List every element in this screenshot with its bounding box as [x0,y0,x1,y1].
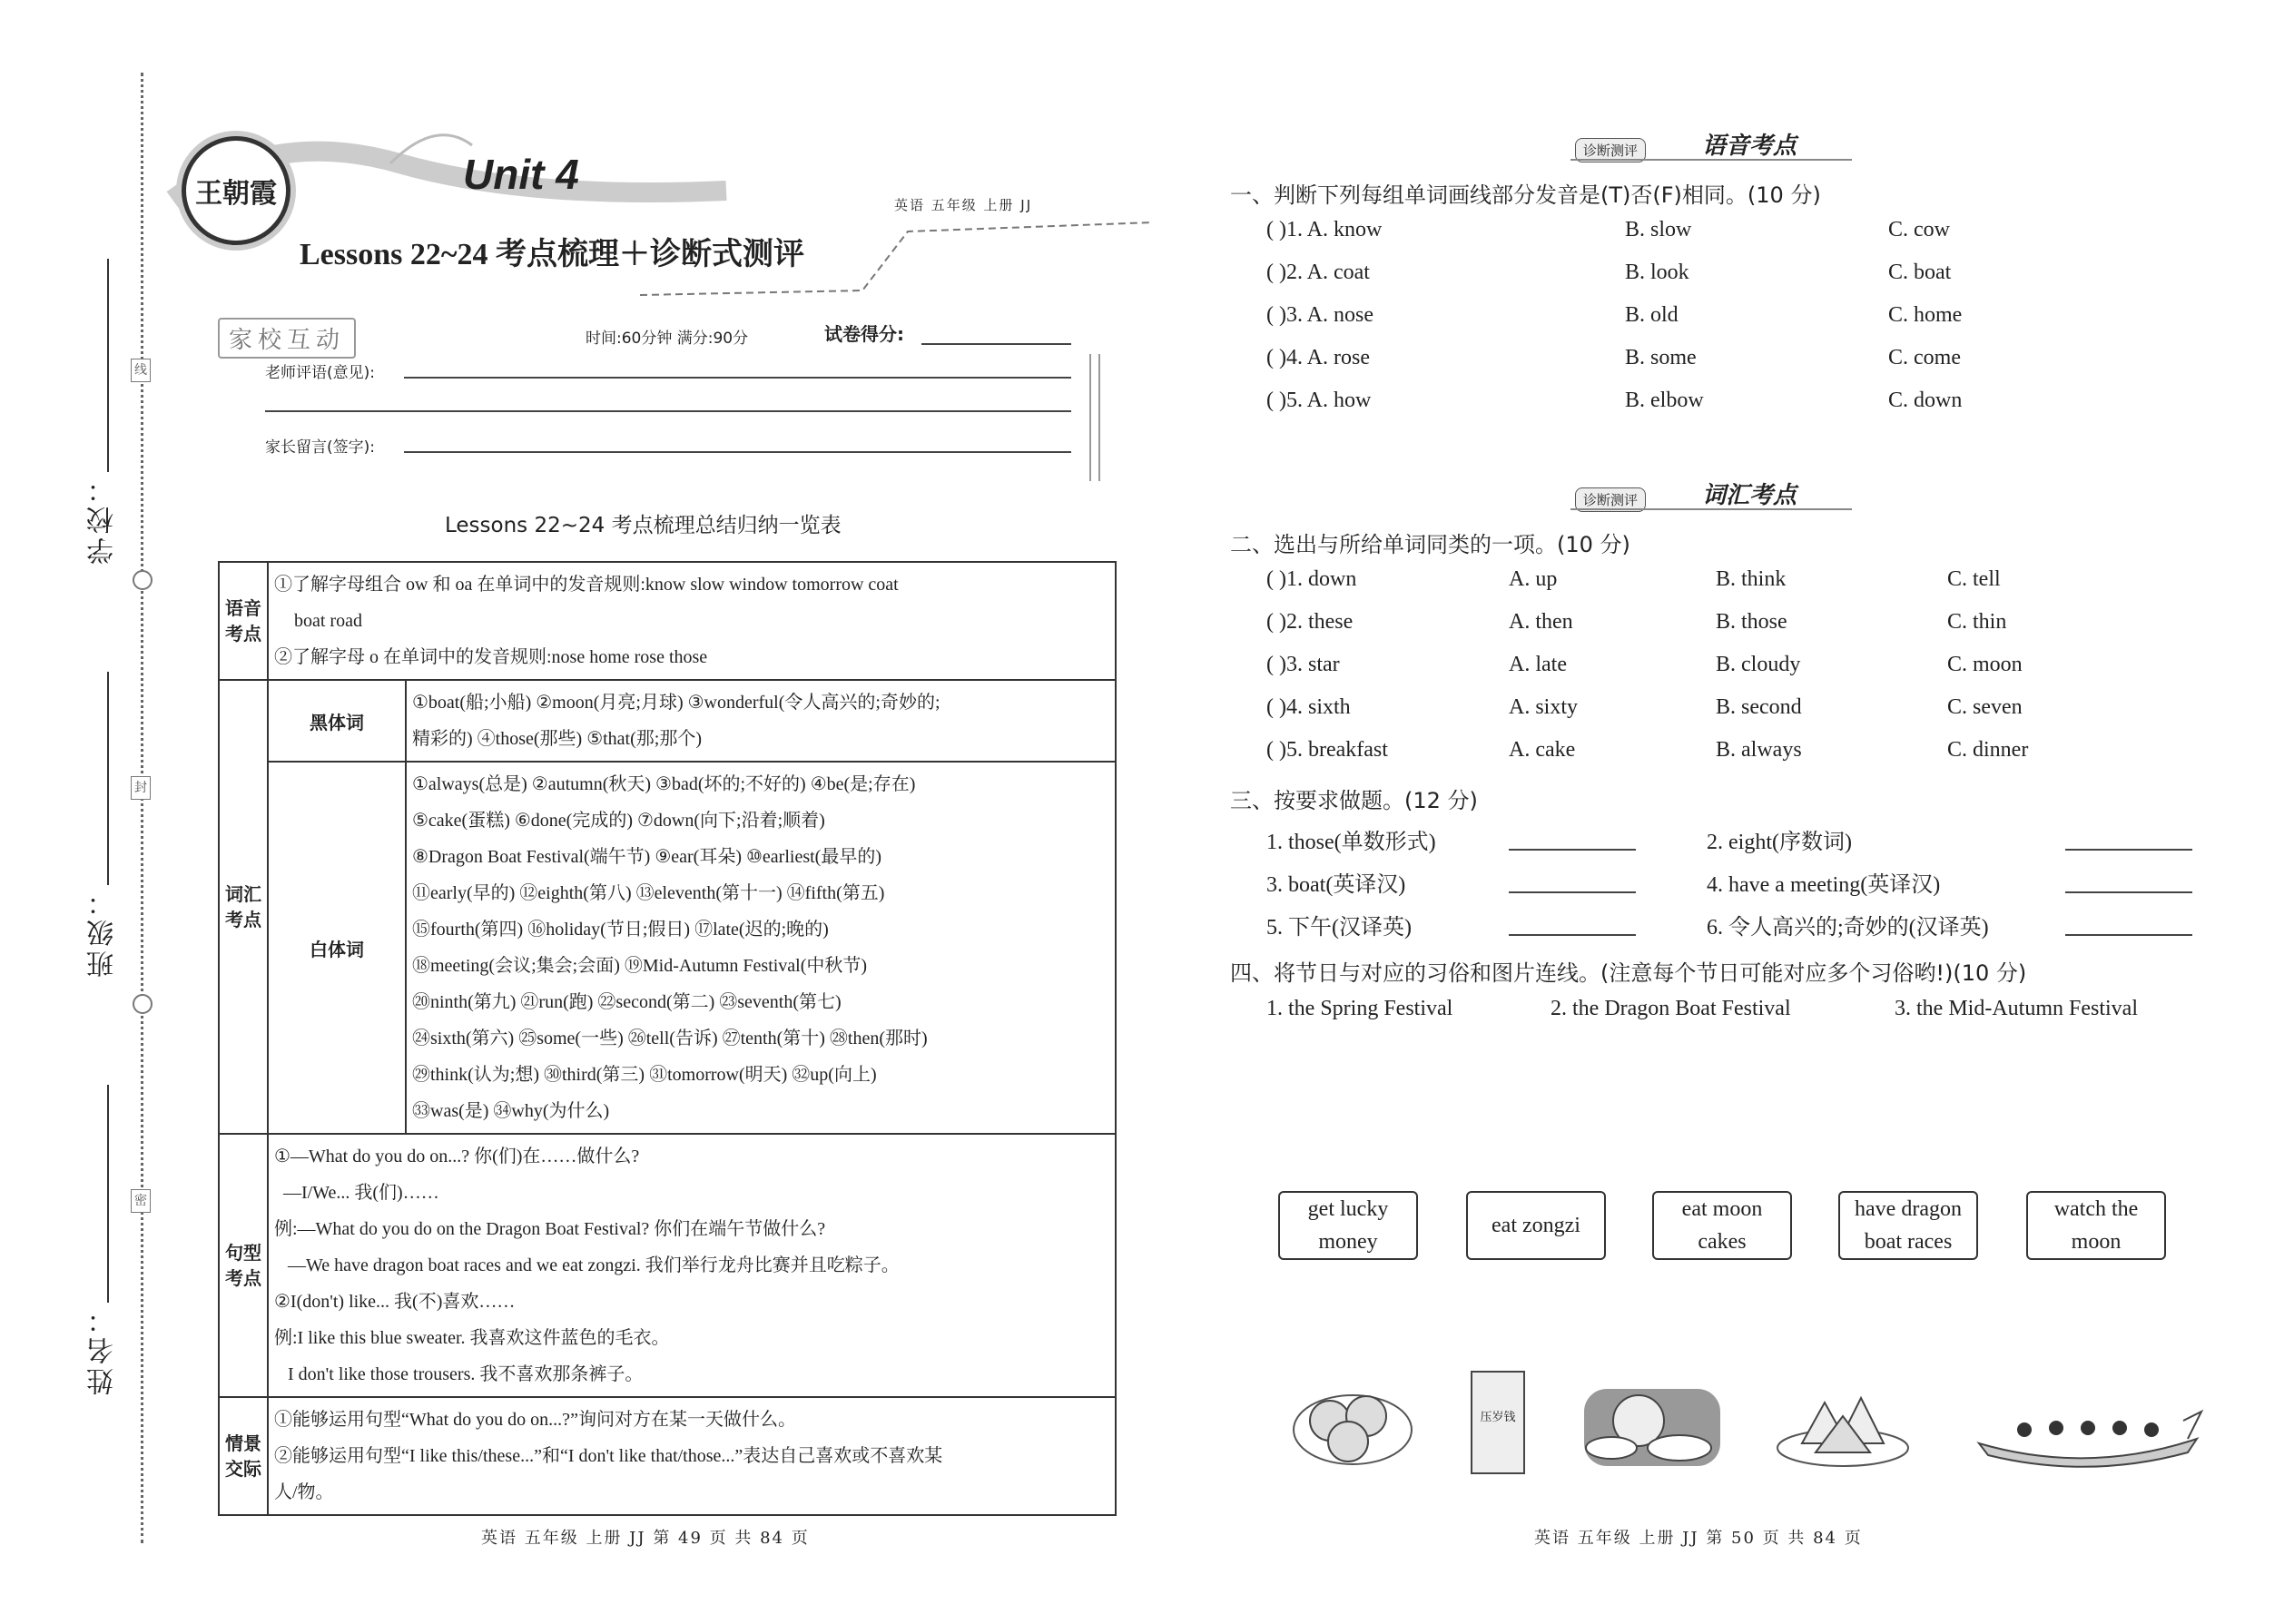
section-tag: 诊断测评 [1575,487,1646,512]
question-4-heading: 四、将节日与对应的习俗和图片连线。(注意每个节日可能对应多个习俗哟!)(10 分) [1230,960,2027,986]
question-row[interactable]: ( )3. A. nose [1266,303,1373,327]
custom-label-line: have dragon [1855,1197,1962,1221]
custom-label-line: moon [2071,1230,2122,1254]
option-a[interactable]: A. cake [1509,738,1576,762]
banner-arrow [1570,508,1852,510]
list-item: ㉔sixth(第六) ㉕some(一些) ㉖tell(告诉) ㉗tenth(第十) ㉘then(那时) [412,1029,928,1048]
table-row-vocab-white [219,762,1116,1134]
list-item: ①能够运用句型“What do you do on...?”询问对方在某一天做什么。 [274,1410,796,1430]
parent-comment-label: 家长留言(签字): [265,438,375,457]
answer-blank[interactable] [1509,849,1636,851]
custom-box[interactable] [1652,1191,1792,1260]
option-b[interactable]: B. elbow [1625,389,1704,412]
mooncake-picture[interactable] [1289,1380,1416,1471]
option-c[interactable]: C. down [1888,389,1963,412]
option-b[interactable]: B. always [1716,738,1802,762]
list-item: ⑤cake(蛋糕) ⑥done(完成的) ⑦down(向下;沿着;顺着) [412,811,825,831]
class-label: 班级： [87,885,119,978]
score-label: 试卷得分: [824,323,904,345]
question-row[interactable]: ( )1. A. know [1266,218,1383,241]
question-row[interactable]: ( )5. breakfast [1266,738,1388,762]
question-row[interactable]: ( )2. these [1266,610,1354,634]
option-b[interactable]: B. look [1625,261,1689,284]
list-item: 精彩的) ④those(那些) ⑤that(那;那个) [412,729,702,749]
list-item: 例:I like this blue sweater. 我喜欢这件蓝色的毛衣。 [274,1328,670,1348]
option-b[interactable]: B. think [1716,567,1787,591]
custom-label-line: eat moon [1681,1197,1763,1221]
custom-label-line: cakes [1698,1230,1747,1254]
question-row[interactable]: ( )5. A. how [1266,389,1372,412]
zongzi-picture[interactable] [1775,1384,1911,1471]
option-b[interactable]: B. some [1625,346,1697,369]
unit-title: Unit 4 [463,151,579,198]
moon-clouds-picture[interactable] [1584,1384,1720,1471]
option-a[interactable]: A. late [1509,653,1567,676]
task-item: 6. 令人高兴的;奇妙的(汉译英) [1707,916,1989,940]
name-line[interactable] [107,1085,109,1303]
custom-label-line: watch the [2053,1197,2139,1221]
question-row[interactable]: ( )1. down [1266,567,1357,591]
answer-blank[interactable] [2065,934,2192,936]
category-situation: 情景交际 [219,1397,268,1515]
list-item: ⑪early(早的) ⑫eighth(第八) ⑬eleventh(第十一) ⑭fifth(第五) [412,883,885,903]
right-page-footer: 英语 五年级 上册 JJ 第 50 页 共 84 页 [1534,1529,1863,1548]
option-c[interactable]: C. moon [1947,653,2023,676]
answer-blank[interactable] [2065,849,2192,851]
answer-blank[interactable] [1509,934,1636,936]
list-item: —We have dragon boat races and we eat zongzi. 我们举行龙舟比赛并且吃粽子。 [274,1255,900,1275]
teacher-comment-label: 老师评语(意见): [265,364,375,382]
table-row-sentence [219,1134,1116,1397]
section-banner-vocab: 词汇考点 [1702,482,1797,509]
option-c[interactable]: C. come [1888,346,1961,369]
header-dash-line [635,213,1162,300]
white-words-label: 白体词 [268,762,406,1134]
option-a[interactable]: A. sixty [1509,695,1579,719]
custom-box[interactable] [1278,1191,1418,1260]
sentence-content [268,1134,1116,1397]
list-item: ⑧Dragon Boat Festival(端午节) ⑨ear(耳朵) ⑩earliest(最早的) [412,847,881,867]
list-item: ①—What do you do on...? 你(们)在……做什么? [274,1147,640,1166]
list-item: 例:—What do you do on the Dragon Boat Festival? 你们在端午节做什么? [274,1219,826,1239]
category-vocab: 词汇考点 [219,680,268,1134]
custom-box[interactable] [1466,1191,1606,1260]
list-item: ⑱meeting(会议;集会;会面) ⑲Mid-Autumn Festival(中秋节) [412,956,868,976]
category-phonics: 语音考点 [219,562,268,680]
summary-title: Lessons 22~24 考点梳理总结归纳一览表 [445,514,842,537]
list-item: ㉝was(是) ㉞why(为什么) [412,1101,610,1121]
option-a[interactable]: A. then [1509,610,1573,634]
banner-arrow [1570,159,1852,161]
list-item: ⑮fourth(第四) ⑯holiday(节日;假日) ⑰late(迟的;晚的) [412,920,829,940]
class-line[interactable] [107,672,109,885]
section-banner-phonics: 语音考点 [1702,133,1797,160]
list-item: ㉙think(认为;想) ㉚third(第三) ㉛tomorrow(明天) ㉜up(向上) [412,1065,877,1085]
table-row-vocab-bold [219,680,1116,762]
home-school-badge: 家校互动 [218,318,356,359]
custom-label-line: get lucky [1307,1197,1389,1221]
section-tag: 诊断测评 [1575,138,1646,162]
score-field[interactable] [921,343,1071,345]
list-item: boat road [294,611,362,631]
question-row[interactable]: ( )4. A. rose [1266,346,1370,369]
situation-content [268,1397,1116,1515]
teacher-comment-field-2[interactable] [265,410,1071,412]
teacher-comment-field[interactable] [404,377,1071,379]
bold-words-label: 黑体词 [268,680,406,762]
question-1-heading: 一、判断下列每组单词画线部分发音是(T)否(F)相同。(10 分) [1230,182,1821,208]
time-info: 时间:60分钟 满分:90分 [586,330,749,348]
custom-label [2054,1193,2139,1258]
seal-mark: 封 [131,776,151,800]
custom-box[interactable] [1838,1191,1978,1260]
list-item: —I/We... 我(们)…… [274,1183,439,1203]
bold-words-content [406,680,1116,762]
summary-table [218,561,1117,1516]
option-c[interactable]: C. boat [1888,261,1952,284]
option-a[interactable]: A. up [1509,567,1558,591]
task-item: 4. have a meeting(英译汉) [1707,873,1941,897]
option-b[interactable]: B. second [1716,695,1802,719]
phonics-content [268,562,1116,680]
binding-hole [133,570,153,590]
school-label: 学校： [87,472,119,565]
list-item: 人/物。 [274,1482,334,1502]
question-2-heading: 二、选出与所给单词同类的一项。(10 分) [1230,532,1630,557]
option-c[interactable]: C. dinner [1947,738,2029,762]
seal-mark: 线 [131,359,151,382]
list-item: I don't like those trousers. 我不喜欢那条裤子。 [274,1364,644,1384]
book-tag: 英语 五年级 上册 JJ [894,197,1033,213]
dragon-boat-picture[interactable] [1970,1393,2206,1475]
option-b[interactable]: B. old [1625,303,1679,327]
list-item: ①了解字母组合 ow 和 oa 在单词中的发音规则:know slow window tomorrow coat [274,575,899,595]
category-sentence: 句型考点 [219,1134,268,1397]
option-b[interactable]: B. slow [1625,218,1692,241]
question-row[interactable]: ( )3. star [1266,653,1340,676]
custom-label-line: eat zongzi [1492,1214,1580,1237]
task-item: 1. those(单数形式) [1266,831,1436,854]
custom-label [1682,1193,1763,1258]
list-item: ⑳ninth(第九) ㉑run(跑) ㉒second(第二) ㉓seventh(第七) [412,992,842,1012]
left-page-footer: 英语 五年级 上册 JJ 第 49 页 共 84 页 [481,1529,810,1548]
parent-signature-field[interactable] [404,451,1071,453]
seal-mark: 密 [131,1189,151,1213]
question-row[interactable]: ( )2. A. coat [1266,261,1370,284]
festival-item[interactable]: 2. the Dragon Boat Festival [1551,997,1791,1020]
task-item: 3. boat(英译汉) [1266,873,1406,897]
binding-hole [133,994,153,1014]
option-c[interactable]: C. cow [1888,218,1950,241]
festival-item[interactable]: 1. the Spring Festival [1266,997,1453,1020]
question-3-heading: 三、按要求做题。(12 分) [1230,788,1478,813]
white-words-content [406,762,1116,1134]
name-label: 姓名： [87,1303,119,1395]
custom-label [1308,1193,1389,1258]
publisher-logo: 王朝霞 [182,136,290,245]
custom-label [1855,1193,1962,1258]
task-item: 2. eight(序数词) [1707,831,1852,854]
decor-bars [1089,354,1100,481]
list-item: ②能够运用句型“I like this/these...”和“I don't like that/those...”表达自己喜欢或不喜欢某 [274,1446,943,1466]
custom-label [1492,1209,1580,1242]
red-envelope-picture[interactable]: 压岁钱 [1471,1371,1525,1474]
custom-label-line: boat races [1864,1230,1953,1254]
option-c[interactable]: C. home [1888,303,1963,327]
answer-blank[interactable] [2065,891,2192,893]
list-item: ②I(don't) like... 我(不)喜欢…… [274,1292,516,1312]
answer-blank[interactable] [1509,891,1636,893]
list-item: ②了解字母 o 在单词中的发音规则:nose home rose those [274,647,708,667]
festival-item[interactable]: 3. the Mid-Autumn Festival [1895,997,2138,1020]
table-row-phonics [219,562,1116,680]
question-row[interactable]: ( )4. sixth [1266,695,1351,719]
option-b[interactable]: B. cloudy [1716,653,1801,676]
list-item: ①always(总是) ②autumn(秋天) ③bad(坏的;不好的) ④be(是;存在) [412,774,916,794]
option-c[interactable]: C. seven [1947,695,2023,719]
lessons-title: Lessons 22~24 考点梳理＋诊断式测评 [300,238,805,271]
binding-dotted-line [141,73,143,1543]
option-c[interactable]: C. tell [1947,567,2001,591]
list-item: ①boat(船;小船) ②moon(月亮;月球) ③wonderful(令人高兴的;奇妙的; [412,693,940,713]
school-line[interactable] [107,259,109,472]
custom-label-line: money [1318,1230,1378,1254]
option-b[interactable]: B. those [1716,610,1787,634]
table-row-situation [219,1397,1116,1515]
option-c[interactable]: C. thin [1947,610,2007,634]
task-item: 5. 下午(汉译英) [1266,916,1412,940]
custom-box[interactable] [2026,1191,2166,1260]
